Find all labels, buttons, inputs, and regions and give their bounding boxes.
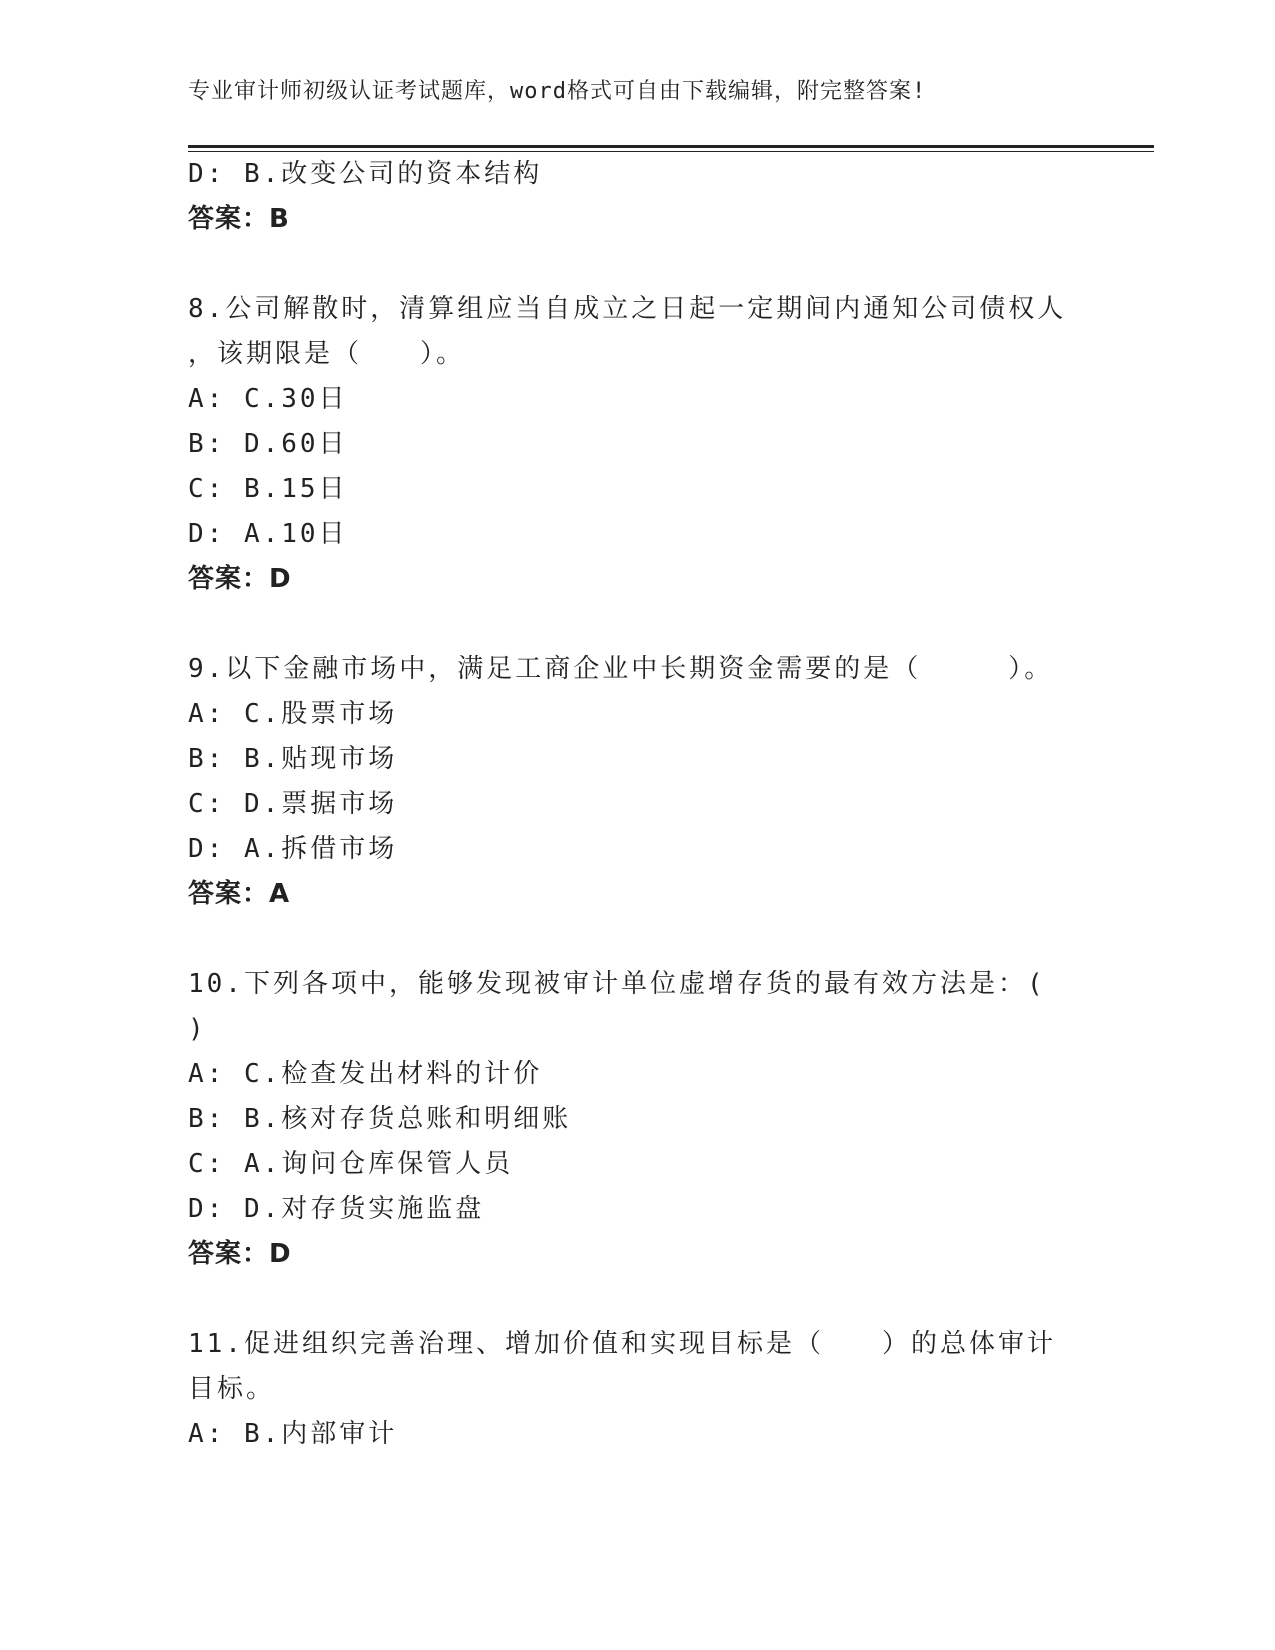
- option-line: B: B.贴现市场: [188, 744, 398, 774]
- option-line: A: C.检查发出材料的计价: [188, 1059, 543, 1089]
- answer-line: 答案：B: [188, 204, 290, 234]
- option-line: A: B.内部审计: [188, 1419, 398, 1449]
- option-line: C: D.票据市场: [188, 789, 398, 819]
- answer-line: 答案：D: [188, 564, 292, 594]
- question-line: 10.下列各项中，能够发现被审计单位虚增存货的最有效方法是：(: [188, 969, 1046, 999]
- option-line: D: B.改变公司的资本结构: [188, 159, 543, 189]
- option-line: B: D.60日: [188, 429, 348, 459]
- question-line: ): [188, 1014, 207, 1044]
- answer-line: 答案：D: [188, 1239, 292, 1269]
- question-line: ，该期限是（ ）。: [188, 339, 466, 369]
- answer-line: 答案：A: [188, 879, 291, 909]
- option-line: C: A.询问仓库保管人员: [188, 1149, 514, 1179]
- question-line: 11.促进组织完善治理、增加价值和实现目标是（ ）的总体审计: [188, 1329, 1056, 1359]
- page-header: 专业审计师初级认证考试题库，word格式可自由下载编辑，附完整答案!: [188, 79, 927, 104]
- question-line: 8.公司解散时，清算组应当自成立之日起一定期间内通知公司债权人: [188, 294, 1067, 324]
- header-rule-thin: [188, 151, 1154, 152]
- option-line: A: C.股票市场: [188, 699, 398, 729]
- option-line: A: C.30日: [188, 384, 348, 414]
- header-rule-thick: [188, 145, 1154, 148]
- option-line: D: A.10日: [188, 519, 348, 549]
- option-line: B: B.核对存货总账和明细账: [188, 1104, 572, 1134]
- option-line: D: D.对存货实施监盘: [188, 1194, 485, 1224]
- option-line: D: A.拆借市场: [188, 834, 398, 864]
- question-line: 目标。: [188, 1374, 276, 1404]
- option-line: C: B.15日: [188, 474, 348, 504]
- question-line: 9.以下金融市场中，满足工商企业中长期资金需要的是（ ）。: [188, 654, 1054, 684]
